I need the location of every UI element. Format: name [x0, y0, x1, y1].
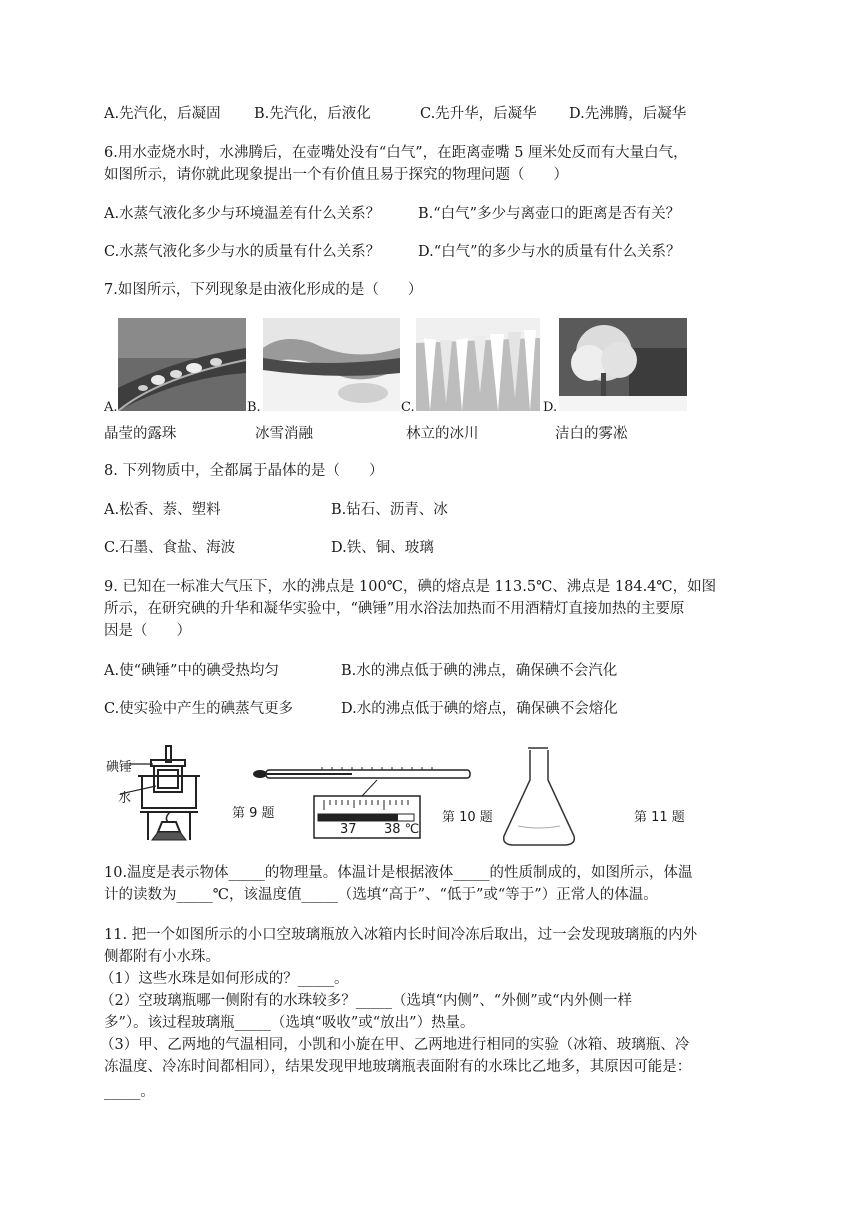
q11-line1: 11. 把一个如图所示的小口空玻璃瓶放入冰箱内长时间冷冻后取出，过一会发现玻璃瓶的内外	[104, 927, 698, 943]
melting-snow-photo	[263, 318, 400, 411]
q5-option-b: B.先汽化，后液化	[254, 106, 371, 122]
q11-sub1: （1）这些水珠是如何形成的？_____。	[100, 971, 349, 987]
label-iodine-hammer: 碘锤	[106, 760, 133, 775]
q5-option-a: A.先汽化，后凝固	[104, 106, 221, 122]
q7-label-b: B.	[247, 400, 261, 415]
label-water: 水	[118, 791, 132, 806]
q8-option-a: A.松香、萘、塑料	[104, 502, 221, 518]
q9-stem-line1: 9. 已知在一标准大气压下，水的沸点是 100℃，碘的熔点是 113.5℃、沸点是 184.4℃，如图	[104, 579, 717, 595]
q6-stem-line2: 如图所示，请你就此现象提出一个有价值且易于探究的物理问题（ ）	[104, 167, 568, 183]
q11-sub3-line2: 冻温度、冷冻时间都相同），结果发现甲地玻璃瓶表面附有的水珠比乙地多，其原因可能是：	[104, 1059, 692, 1075]
q8-option-d: D.铁、铜、玻璃	[331, 540, 434, 556]
caption-fig11: 第 11 题	[634, 810, 685, 825]
q8-stem: 8. 下列物质中，全都属于晶体的是（ ）	[104, 463, 384, 479]
q11-sub2-line1: （2）空玻璃瓶哪一侧附有的水珠较多？_____（选填“内侧”、“外侧”或“内外侧一样	[100, 993, 633, 1009]
q9-option-b: B.水的沸点低于碘的沸点，确保碘不会汽化	[341, 663, 618, 679]
q10-line1: 10.温度是表示物体_____的物理量。体温计是根据液体_____的性质制成的，如图所示，体温	[104, 865, 693, 881]
q11-sub3-line1: （3）甲、乙两地的气温相同，小凯和小旋在甲、乙两地进行相同的实验（冰箱、玻璃瓶、冷	[100, 1037, 690, 1053]
q9-stem-line2: 所示，在研究碘的升华和凝华实验中，“碘锤”用水浴法加热而不用酒精灯直接加热的主要原	[104, 601, 685, 617]
q6-option-d: D.“白气”的多少与水的质量有什么关系？	[418, 244, 681, 260]
q7-caption-d: 洁白的雾凇	[555, 426, 628, 442]
thermometer-label-37: 37	[340, 822, 357, 837]
q7-caption-b: 冰雪消融	[255, 426, 313, 442]
q5-option-d: D.先沸腾，后凝华	[569, 106, 687, 122]
q9-option-a: A.使“碘锤”中的碘受热均匀	[104, 663, 279, 679]
q9-option-d: D.水的沸点低于碘的熔点，确保碘不会熔化	[341, 701, 618, 717]
caption-fig10: 第 10 题	[442, 810, 493, 825]
q6-stem-line1: 6.用水壶烧水时，水沸腾后，在壶嘴处没有“白气”，在距离壶嘴 5 厘米处反而有大量白气，	[104, 145, 688, 161]
q7-label-d: D.	[543, 400, 558, 415]
q10-line2: 计的读数为_____℃，该温度值_____（选填“高于”、“低于”或“等于”）正常人的体温。	[104, 887, 658, 903]
q7-caption-a: 晶莹的露珠	[104, 426, 177, 442]
glass-flask-figure	[498, 746, 580, 848]
q11-line2: 侧都附有小水珠。	[104, 949, 220, 965]
thermometer-label-38: 38 ℃	[384, 822, 420, 837]
q7-label-c: C.	[401, 400, 415, 415]
q11-sub3-line3: _____。	[104, 1084, 155, 1100]
q6-option-a: A.水蒸气液化多少与环境温差有什么关系？	[104, 206, 381, 222]
q7-caption-c: 林立的冰川	[406, 426, 479, 442]
q7-stem: 7.如图所示，下列现象是由液化形成的是（ ）	[104, 282, 423, 298]
dew-drops-photo	[118, 318, 246, 411]
rime-tree-photo	[559, 318, 687, 411]
q5-option-c: C.先升华，后凝华	[420, 106, 537, 122]
q11-sub2-line2: 多”）。该过程玻璃瓶_____（选填“吸收”或“放出”）热量。	[104, 1015, 475, 1031]
icicles-photo	[416, 318, 540, 411]
q6-option-b: B.“白气”多少与离壶口的距离是否有关？	[418, 206, 681, 222]
thermometer-figure	[252, 764, 474, 840]
q9-option-c: C.使实验中产生的碘蒸气更多	[104, 701, 294, 717]
q8-option-c: C.石墨、食盐、海波	[104, 540, 236, 556]
caption-fig9: 第 9 题	[232, 806, 275, 821]
q7-label-a: A.	[104, 400, 118, 415]
q6-option-c: C.水蒸气液化多少与水的质量有什么关系？	[104, 244, 381, 260]
q8-option-b: B.钻石、沥青、冰	[331, 502, 448, 518]
q9-stem-line3: 因是（ ）	[104, 623, 191, 639]
